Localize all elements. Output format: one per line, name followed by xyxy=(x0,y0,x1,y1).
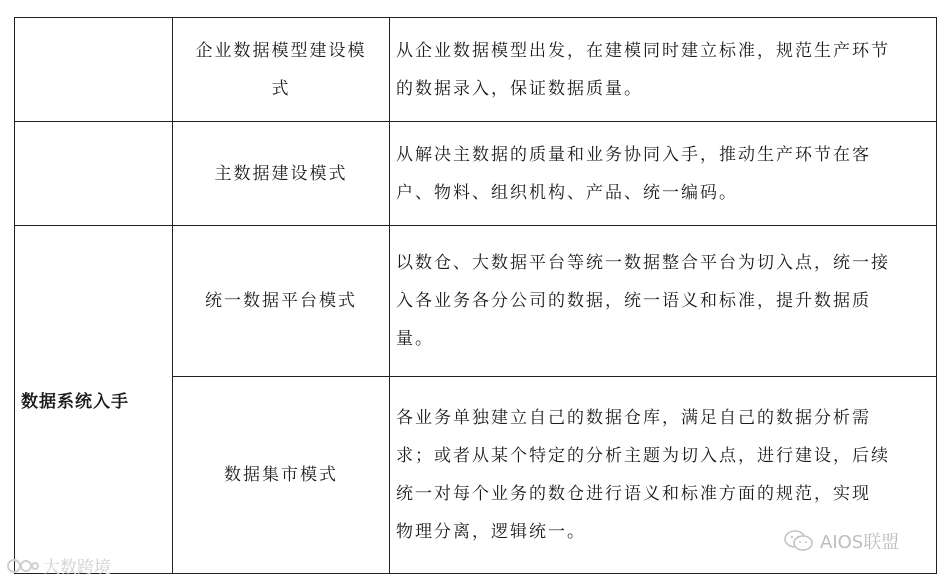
description-line: 入各业务各分公司的数据，统一语义和标准，提升数据质 xyxy=(396,291,871,311)
watermark-right xyxy=(784,528,899,554)
mode-line: 数据集市模式 xyxy=(224,465,338,485)
description-line: 各业务单独建立自己的数据仓库，满足自己的数据分析需 xyxy=(396,408,871,428)
table-row xyxy=(15,18,937,122)
description-line: 量。 xyxy=(396,329,434,349)
mode-line: 统一数据平台模式 xyxy=(205,291,357,311)
description-cell xyxy=(390,226,937,377)
table-row xyxy=(15,122,937,226)
wechat-icon xyxy=(784,529,814,553)
mode-cell xyxy=(173,18,390,122)
mode-line: 式 xyxy=(271,78,291,99)
mode-cell xyxy=(173,226,390,377)
category-cell-empty xyxy=(15,18,173,122)
description-cell xyxy=(390,18,937,122)
watermark-left-text: 大数跨境 xyxy=(43,558,111,578)
description-line: 从企业数据模型出发，在建模同时建立标准，规范生产环节 xyxy=(396,40,890,61)
description-line: 从解决主数据的质量和业务协同入手，推动生产环节在客 xyxy=(396,144,871,165)
category-cell-empty xyxy=(15,122,173,226)
data-governance-table xyxy=(14,17,937,574)
mode-line: 主数据建设模式 xyxy=(214,163,348,184)
description-cell xyxy=(390,122,937,226)
table-row xyxy=(15,226,937,377)
description-line: 的数据录入，保证数据质量。 xyxy=(396,78,643,99)
description-line: 户、物料、组织机构、产品、统一编码。 xyxy=(396,182,738,203)
logo-icon xyxy=(6,556,40,576)
mode-line: 企业数据模型建设模 xyxy=(195,40,367,61)
description-line: 物理分离，逻辑统一。 xyxy=(396,522,586,542)
mode-cell xyxy=(173,122,390,226)
description-line: 统一对每个业务的数仓进行语义和标准方面的规范，实现 xyxy=(396,484,871,504)
description-line: 求；或者从某个特定的分析主题为切入点，进行建设，后续 xyxy=(396,446,890,466)
watermark-left xyxy=(6,553,111,578)
category-cell: 数据系统入手 xyxy=(15,226,173,574)
description-line: 以数仓、大数据平台等统一数据整合平台为切入点，统一接 xyxy=(396,253,890,273)
watermark-right-text: AIOS联盟 xyxy=(820,532,900,553)
mode-cell xyxy=(173,377,390,574)
